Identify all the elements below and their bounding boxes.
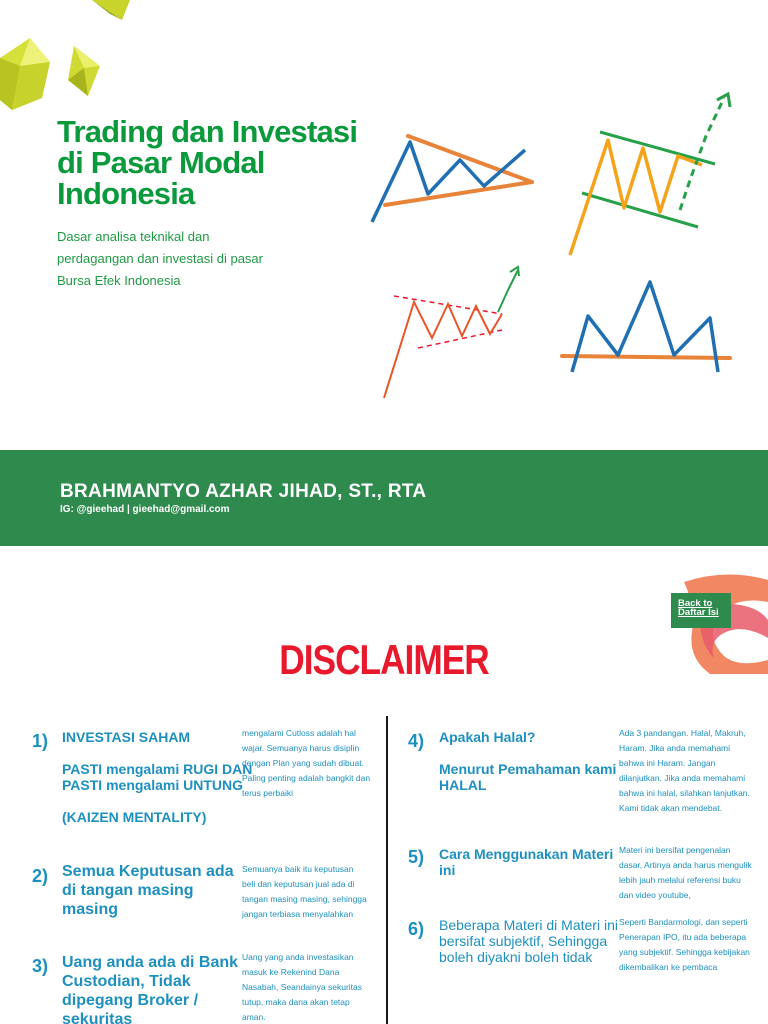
presentation-title: [57, 116, 377, 209]
title-line: di Pasar Modal: [57, 145, 265, 180]
pennant-breakout-icon: [384, 267, 519, 398]
head-and-shoulders-icon: [562, 282, 730, 372]
triangle-pattern-icon: [372, 136, 532, 222]
item-number: 4): [408, 731, 425, 751]
item-number: 2): [32, 866, 49, 886]
item-number: 3): [32, 956, 49, 976]
subtitle-line: Bursa Efek Indonesia: [57, 273, 181, 288]
item-note: Ada 3 pandangan. Halal, Makruh, Haram. Jika anda memahami bahwa ini Haram. Jangan dilanjutkan. Jika anda memahami bahwa ini halal, silahkan lanjutkan. Kami tidak akan mendebat.: [619, 728, 750, 813]
item-heading: Apakah Halal? Menurut Pemahaman kami HALAL: [439, 729, 617, 793]
item-number: 1): [32, 731, 49, 751]
item-heading: Beberapa Materi di Materi ini bersifat subjektif, Sehingga boleh diyakni boleh tidak: [439, 917, 618, 965]
disclaimer-slide: [0, 546, 768, 1024]
item-number: 5): [408, 847, 425, 867]
subtitle-line: perdagangan dan investasi di pasar: [57, 251, 263, 266]
disclaimer-title: DISCLAIMER: [279, 636, 489, 683]
back-button-line: Back to: [678, 598, 713, 609]
item-note: Uang yang anda investasikan masuk ke Rekenind Dana Nasabah, Seandainya sekuritas tutup, maka dana akan tetap aman.: [242, 952, 363, 1022]
item-note: Seperti Bandarmologi, dan seperti Penerapan IPO, itu ada beberapa yang subjektif. Sehingga kebijakan dikembalikan ke pembaca: [619, 917, 750, 972]
chart-patterns-illustration: [360, 90, 740, 410]
item-note: Materi ini bersifat pengenalan dasar, Artinya anda harus mengulik lebih jauh melalui referensi buku dan video youtube,: [619, 845, 752, 900]
item-number: 6): [408, 919, 425, 939]
item-heading: Cara Menggunakan Materi ini: [439, 846, 614, 878]
back-to-contents-button[interactable]: [671, 593, 731, 628]
back-button-line: Daftar Isi: [678, 607, 719, 618]
decorative-polyhedron-art: [0, 0, 140, 120]
presentation-subtitle: [57, 226, 287, 292]
item-heading: Semua Keputusan ada di tangan masing masing: [62, 863, 234, 918]
item-heading: INVESTASI SAHAM PASTI mengalami RUGI DAN PASTI mengalami UNTUNG (KAIZEN MENTALITY): [62, 729, 253, 825]
channel-breakout-icon: [570, 94, 730, 255]
item-heading: Uang anda ada di Bank Custodian, Tidak dipegang Broker / sekuritas: [62, 954, 239, 1024]
title-line: Trading dan Investasi: [57, 114, 358, 149]
title-line: Indonesia: [57, 176, 195, 211]
author-contact: IG: @gieehad | gieehad@gmail.com: [60, 504, 230, 515]
author-name: BRAHMANTYO AZHAR JIHAD, ST., RTA: [60, 481, 427, 502]
subtitle-line: Dasar analisa teknikal dan: [57, 229, 210, 244]
column-divider: [386, 716, 388, 1024]
item-note: mengalami Cutloss adalah hal wajar. Semuanya harus disiplin dengan Plan yang sudah dibuat. Paling penting adalah bangkit dan terus perbaiki: [242, 728, 371, 798]
item-note: Semuanya baik itu keputusan beli dan keputusan jual ada di tangan masing masing, sehingga jangan terbiasa menyalahkan: [242, 864, 367, 919]
